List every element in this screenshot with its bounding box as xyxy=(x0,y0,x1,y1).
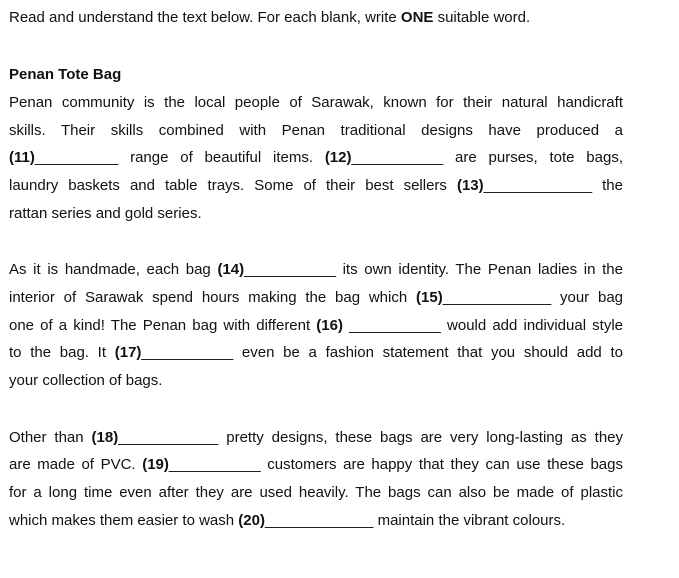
paragraph-2-line xyxy=(9,316,623,336)
blank-16[interactable] xyxy=(316,317,441,334)
blank-number: (20) xyxy=(238,512,265,529)
blank-number: (12) xyxy=(324,149,352,166)
passage-text: to the bag. It xyxy=(9,344,115,361)
passage-text: skills. Their skills combined with Penan traditional designs have produced a xyxy=(9,122,623,139)
passage-text: are made of PVC. xyxy=(9,456,143,473)
paragraph-3-line xyxy=(9,483,623,503)
blank-12[interactable] xyxy=(325,149,443,166)
blank-line[interactable]: ___________ xyxy=(168,456,261,473)
instruction xyxy=(9,8,623,28)
passage-text: As it is handmade, each bag xyxy=(9,261,218,278)
blank-line[interactable]: ___________ xyxy=(351,149,444,166)
passage-text: your collection of bags. xyxy=(9,372,163,389)
blank-number: (16) xyxy=(316,317,343,334)
blank-number: (15) xyxy=(416,289,443,306)
blank-line[interactable]: ___________ xyxy=(244,261,336,278)
paragraph-1-line xyxy=(9,204,623,224)
passage-text: would add individual style xyxy=(440,317,624,334)
passage-text: Other than xyxy=(9,429,92,446)
paragraph-2-line xyxy=(9,343,623,363)
passage-text: range of beautiful items. xyxy=(118,149,325,166)
passage-text: laundry baskets and table trays. Some of their best sellers xyxy=(9,177,457,194)
paragraph-1-line xyxy=(9,93,623,113)
blank-15[interactable] xyxy=(416,289,551,306)
passage-text: the xyxy=(592,177,623,194)
passage-text: its own identity. The Penan ladies in the xyxy=(335,261,623,278)
paragraph-3-line xyxy=(9,511,623,531)
blank-line[interactable]: _____________ xyxy=(264,512,374,529)
blank-number: (11) xyxy=(9,149,35,166)
passage-text: one of a kind! The Penan bag with different xyxy=(9,317,317,334)
blank-18[interactable] xyxy=(92,429,219,446)
blank-17[interactable] xyxy=(115,344,233,361)
passage-text: are purses, tote bags, xyxy=(443,149,623,166)
paragraph-1-line xyxy=(9,148,623,168)
blank-line[interactable]: _____________ xyxy=(442,289,552,306)
passage-text: your bag xyxy=(551,289,624,306)
instruction-text: Read and understand the text below. For each blank, write xyxy=(9,9,401,26)
blank-line[interactable]: _____________ xyxy=(483,177,593,194)
paragraph-2-line xyxy=(9,288,623,308)
passage-text: even be a fashion statement that you should add to xyxy=(233,344,623,361)
passage-text: pretty designs, these bags are very long-lasting as they xyxy=(218,429,624,446)
paragraph-1-line xyxy=(9,121,623,141)
passage-title: Penan Tote Bag xyxy=(9,66,122,83)
blank-line[interactable]: ____________ xyxy=(118,429,219,446)
blank-number: (19) xyxy=(142,456,169,473)
blank-number: (14) xyxy=(217,261,245,278)
passage-text: rattan series and gold series. xyxy=(9,205,202,222)
paragraph-3-line xyxy=(9,428,623,448)
paragraph-1-line xyxy=(9,176,623,196)
blank-11[interactable] xyxy=(9,149,118,166)
blank-number: (18) xyxy=(91,429,119,446)
blank-19[interactable] xyxy=(142,456,260,473)
passage-text: interior of Sarawak spend hours making the bag which xyxy=(9,289,417,306)
passage-text: customers are happy that they can use these bags xyxy=(260,456,623,473)
blank-13[interactable] xyxy=(457,177,592,194)
blank-line[interactable]: ___________ xyxy=(141,344,234,361)
blank-20[interactable] xyxy=(238,512,373,529)
instruction-text-end: suitable word. xyxy=(433,9,531,26)
blank-14[interactable] xyxy=(217,261,335,278)
paragraph-3-line xyxy=(9,455,623,475)
paragraph-2-line xyxy=(9,371,623,391)
passage-text: for a long time even after they are used heavily. The bags can also be made of plastic xyxy=(9,484,623,501)
blank-line[interactable]: ___________ xyxy=(342,317,441,334)
paragraph-2-line xyxy=(9,260,623,280)
blank-number: (17) xyxy=(114,344,142,361)
blank-number: (13) xyxy=(456,177,484,194)
passage-text: Penan community is the local people of Sarawak, known for their natural handicraft xyxy=(9,94,623,111)
blank-line[interactable]: __________ xyxy=(34,149,119,166)
instruction-emphasis: ONE xyxy=(400,9,434,26)
passage-text: which makes them easier to wash xyxy=(9,512,239,529)
passage-text: maintain the vibrant colours. xyxy=(373,512,566,529)
